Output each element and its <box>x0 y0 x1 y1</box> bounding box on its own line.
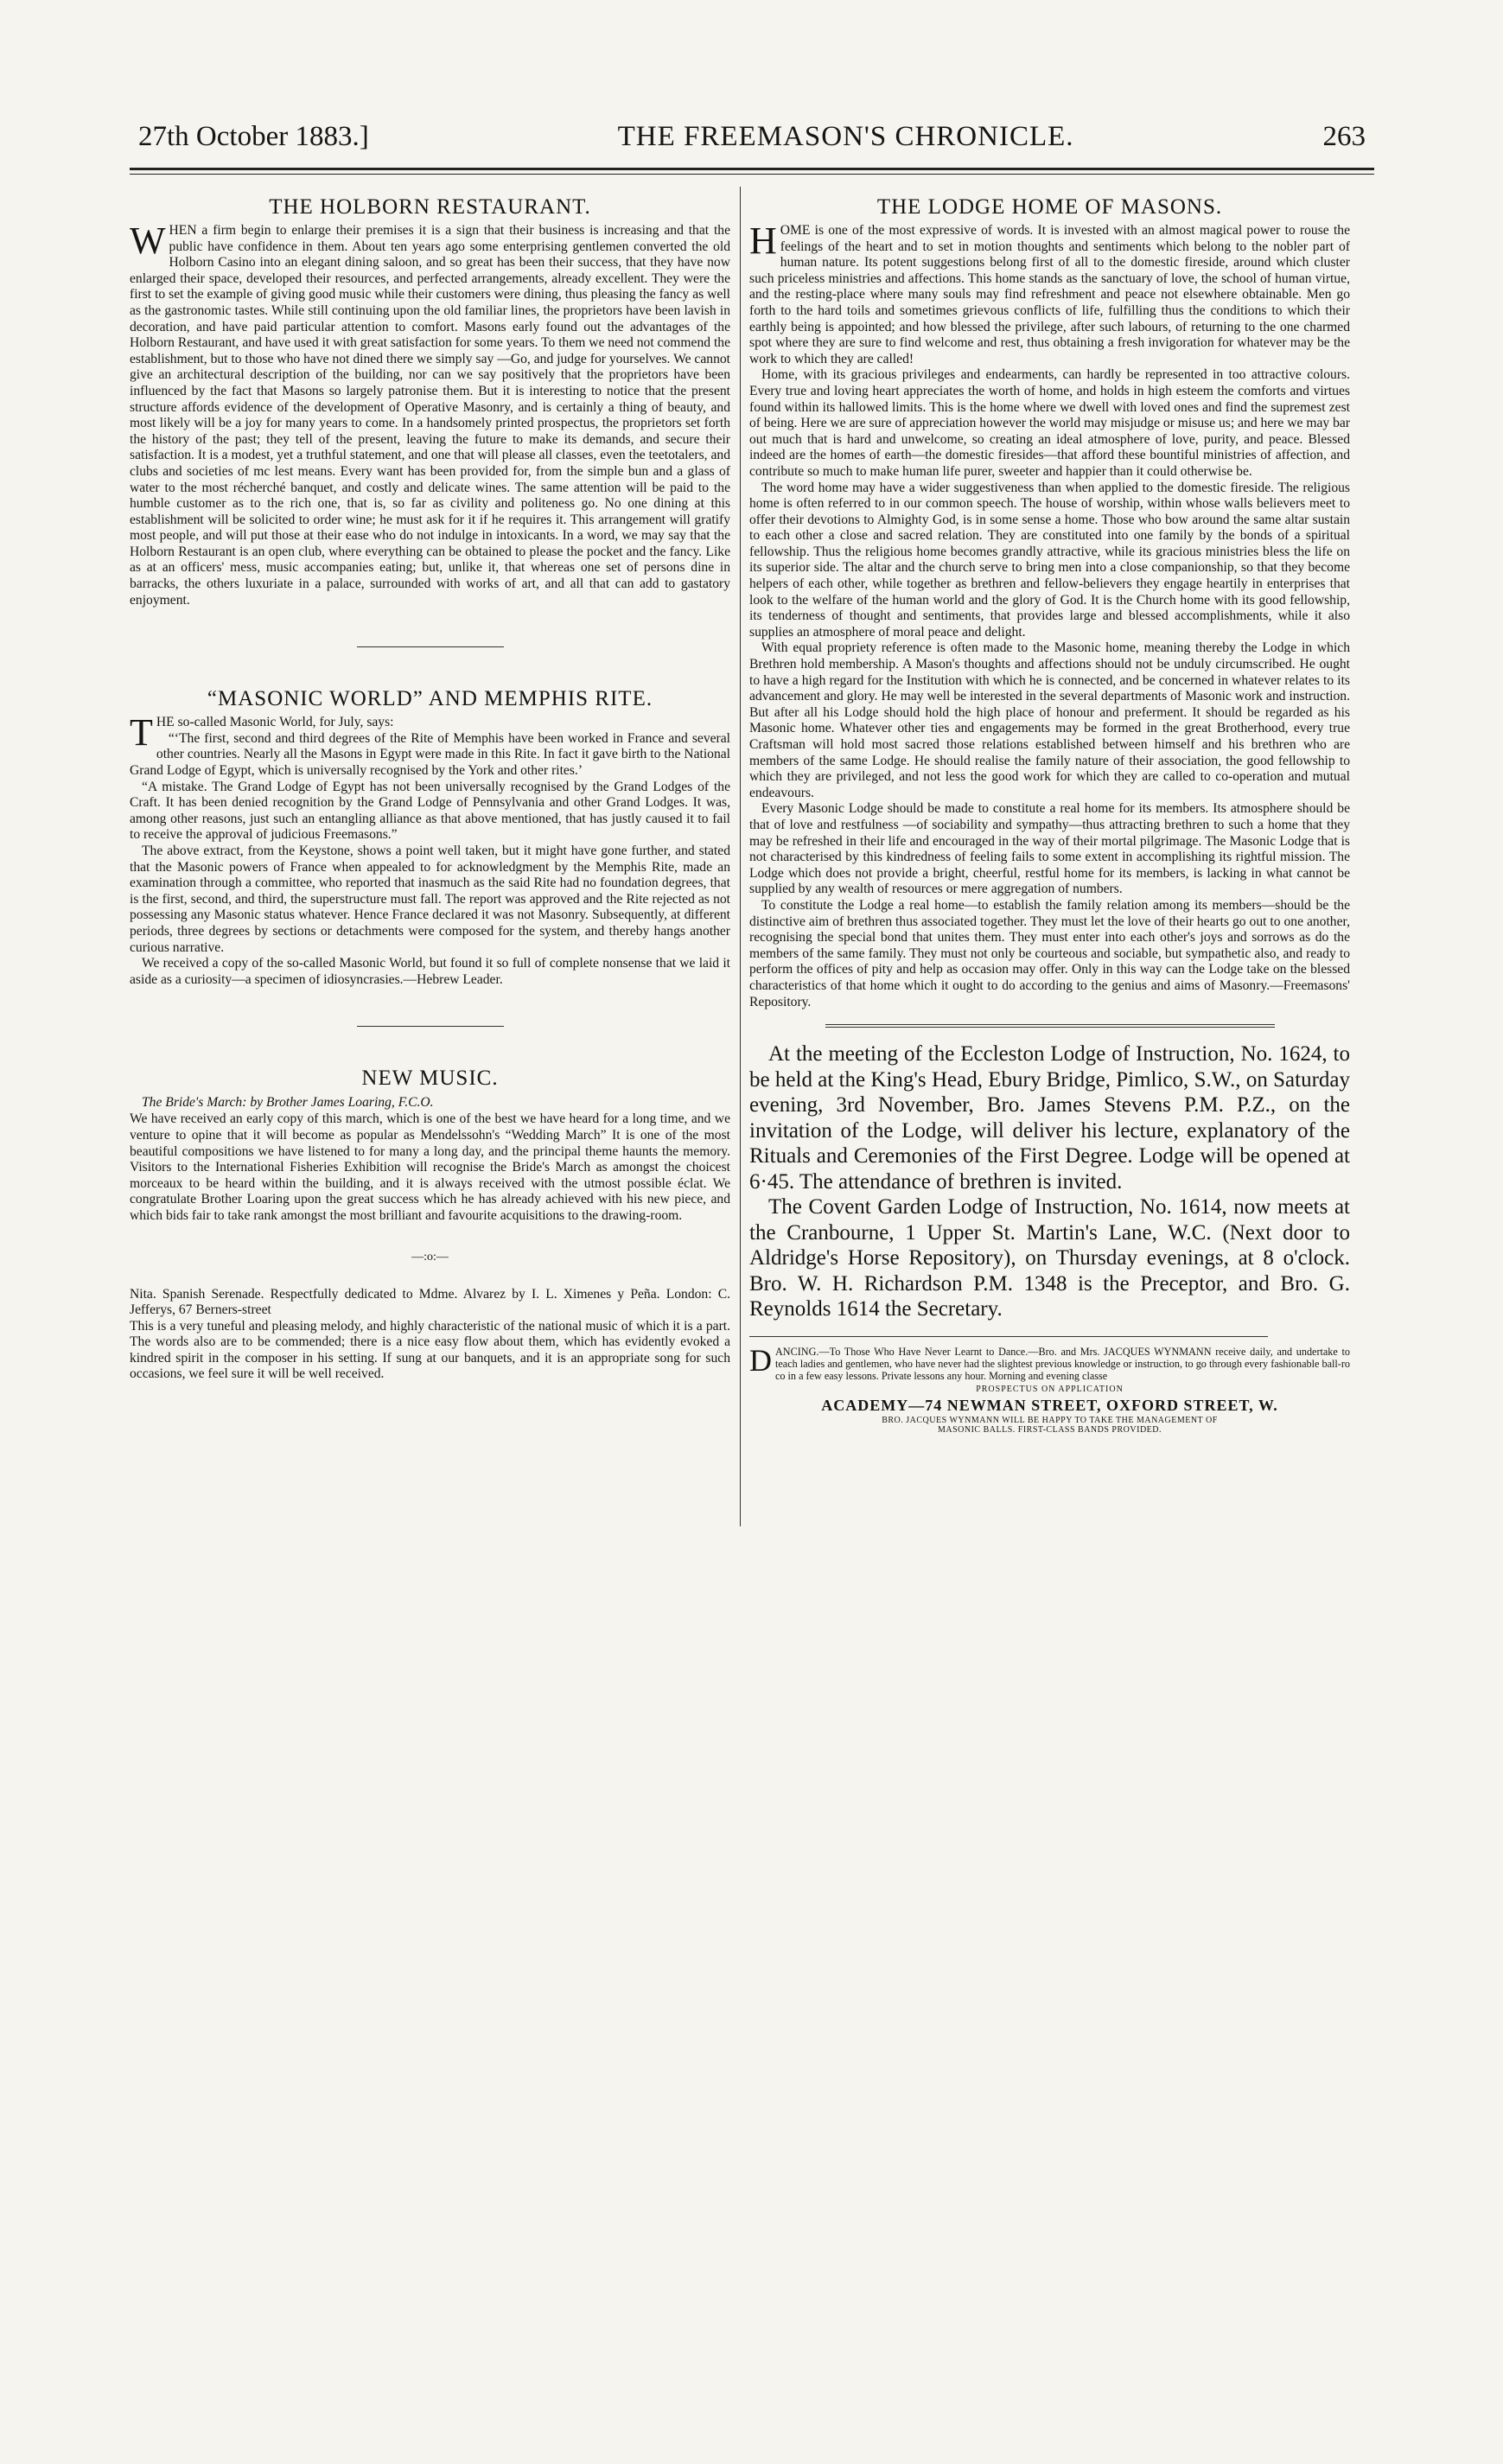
masthead <box>130 121 1374 162</box>
section-divider <box>357 1026 504 1027</box>
article-title: “MASONIC WORLD” AND MEMPHIS RITE. <box>207 687 653 711</box>
article-title: NEW MUSIC. <box>361 1066 499 1091</box>
issue-date: 27th October 1883.] <box>138 121 369 152</box>
article-paragraph: “A mistake. The Grand Lodge of Egypt has not been universally recognised by the Grand Lodges of the Craft. It has been denied recognition by the Grand Lodge of Pennsylvania and other Grand Lodges. It was, among other reasons, just such an entangling alliance as that above mentioned, that has justly caused it to fail to receive the approval of judicious Freemasons.” <box>130 779 730 843</box>
article-paragraph: Nita. Spanish Serenade. Respectfully dedicated to Mdme. Alvarez by I. L. Ximenes y Peña. London: C. Jefferys, 67 Berners-street <box>130 1286 730 1318</box>
article-paragraph: Every Masonic Lodge should be made to constitute a real home for its members. Its atmosphere should be that of love and restfulness —of sociability and sympathy—thus attracting brethren to such a home that they may be refreshed in their life and encouraged in the way of their mortal pilgrimage. The Masonic Lodge that is not characterised by this kindredness of feeling fails to some extent in accomplishing its rightful mission. The Lodge which does not provide a bright, cheerful, restful home for its members, is lacking in what cannot be supplied by any wealth of resources or mere aggregation of numbers. <box>749 801 1350 897</box>
article-title: THE LODGE HOME OF MASONS. <box>876 195 1223 219</box>
ad-divider <box>749 1336 1268 1337</box>
article-subhead: The Bride's March: by Brother James Loaring, F.C.O. <box>142 1095 434 1111</box>
article-paragraph: We have received an early copy of this march, which is one of the best we have heard for a long time, and we venture to opine that it will become as popular as Mendelssohn's “Wedding March” It is one of the most beautiful compositions we have listened to for many a long day, and the principal theme haunts the memory. Visitors to the International Fisheries Exhibition will recognise the Bride's March as amongst the choicest morceaux to be heard within the building, and it is always received with the utmost possible éclat. We congratulate Brother Loaring upon the great success which he has already achieved with his new piece, and which bids fair to take rank amongst the most brilliant and favourite acquisitions to the drawing-room. <box>130 1111 730 1223</box>
article-paragraph: Home, with its gracious privileges and endearments, can hardly be represented in too attractive colours. Every true and loving heart appreciates the worth of home, and holds in high esteem the comforts and virtues found within its hallowed limits. This is the home where we dwell with loved ones and find the supremest zest of being. Here we are sure of appreciation however the world may misjudge or misuse us; and here we may bar out much that is hard and unwelcome, so creating an ideal atmosphere of love, purity, and peace. Blessed indeed are the homes of earth—the domestic firesides—that afford these bountiful ministries of affection, and contribute so much to make human life purer, sweeter and happier than it could otherwise be. <box>749 367 1350 479</box>
newspaper-title: THE FREEMASON'S CHRONICLE. <box>617 121 1074 152</box>
newspaper-page <box>130 121 1374 1435</box>
article-title: THE HOLBORN RESTAURANT. <box>269 195 591 219</box>
lodge-notices <box>749 1041 1350 1322</box>
dancing-advertisement <box>749 1342 1350 1435</box>
masthead-rule <box>130 168 1374 175</box>
notice-paragraph: The Covent Garden Lodge of Instruction, No. 1614, now meets at the Cranbourne, 1 Upper St. Martin's Lane, W.C. (Next door to Aldridge's Horse Repository), on Thursday evenings, at 8 o'clock. Bro. W. H. Richardson P.M. 1348 is the Preceptor, and Bro. G. Reynolds 1614 the Secretary. <box>749 1195 1350 1321</box>
ad-prospectus-line: PROSPECTUS ON APPLICATION <box>976 1384 1124 1394</box>
drop-cap: W <box>130 220 166 262</box>
article-holborn-restaurant <box>130 195 730 608</box>
article-paragraph: THE so-called Masonic World, for July, says: <box>130 711 394 754</box>
article-paragraph: To constitute the Lodge a real home—to establish the family relation among its members—should be the distinctive aim of brethren thus associated together. They must let the love of their hearts go out to one another, recognising the special bond that unites them. They must enter into each other's joys and sorrows as do the members of the same family. They must not only be courteous and sociable, but sympathetic also, and ready to perform the offices of pity and help as occasion may offer. Only in this way can the Lodge take on the blessed characteristics of that home which it ought to do according to the genius and aims of Masonry.—Freemasons' Repository. <box>749 897 1350 1009</box>
article-paragraph: HOME is one of the most expressive of words. It is invested with an almost magical power to rouse the feelings of the heart and to set in motion thoughts and sentiments which belong to the nobler part of human nature. Its potent suggestions belong first of all to the domestic fireside, around which cluster such priceless ministries and affections. This home stands as the sanctuary of love, the school of human virtue, and the resting-place where many souls may find refreshment and peace not elsewhere obtainable. Men go forth to the hard toils and sometimes grievous conflicts of life, fulfilling thus the conditions to which their earthly being is appointed; and how blessed the privilege, after such labours, of returning to the one charmed spot where they are sure to find welcome and rest, thus obtaining a fresh invigoration for whatever may be the work to which they are called! <box>749 220 1350 366</box>
column-divider <box>740 187 741 1526</box>
article-lodge-home <box>749 195 1350 1010</box>
left-column <box>130 187 730 1435</box>
article-paragraph: “‘The first, second and third degrees of the Rite of Memphis have been worked in France and several other countries. Nearly all the Masons in Egypt were made in this Rite. In fact it gave birth to the National Grand Lodge of Egypt, which is universally recognised by the York and other rites.’ <box>130 730 730 779</box>
notice-divider <box>825 1024 1275 1028</box>
article-new-music <box>130 1066 730 1383</box>
article-paragraph: We received a copy of the so-called Masonic World, but found it so full of complete nonsense that we laid it aside as a curiosity—a specimen of idiosyncrasies.—Hebrew Leader. <box>130 956 730 987</box>
article-paragraph: With equal propriety reference is often made to the Masonic home, meaning thereby the Lodge in which Brethren hold membership. A Mason's thoughts and affections should not be unduly circumscribed. He ought to have a high regard for the Institution with which he is connected, and be concerned in whatever relates to its advancement and glory. He may well be interested in the several departments of Masonic work and instruction. But after all his Lodge should hold the high place of honour and preferment. It should be regarded as his Masonic home. Whatever other ties and engagements may be formed in the great Brotherhood, every true Craftsman will hold most sacred those relations established between himself and his brethren who are members of the same Lodge. He should realise the family nature of their association, the good fellowship to which they are privileged, and not less the good work for which they are called to co-operation and mutual endeavours. <box>749 640 1350 800</box>
article-masonic-world <box>130 687 730 988</box>
drop-cap: H <box>749 220 777 262</box>
ad-footer-line: BRO. JACQUES WYNMANN WILL BE HAPPY TO TAKE THE MANAGEMENT OF <box>882 1415 1218 1425</box>
article-paragraph: The above extract, from the Keystone, shows a point well taken, but it might have gone further, and stated that the Masonic powers of France when appealed to for acknowledgment by the Memphis Rite, made an examination through a committee, who reported that inasmuch as the said Rite had no foundation degrees, that is the first, second, and third, the superstructure must fall. The report was approved and the Rite rejected as not possessing any Masonic status whatever. Hence France declared it was not Masonry. Subsequently, at different periods, three degrees by sections or detachments were composed for the system, and thereby hangs another curious narrative. <box>130 844 730 955</box>
article-paragraph: This is a very tuneful and pleasing melody, and highly characteristic of the national music of which it is a part. The words also are to be commended; there is a nice easy flow about them, which has evidently evoked a kindred spirit in the composer in his setting. If sung at our banquets, and it is an appropriate song for such occasions, we feel sure it will be well received. <box>130 1318 730 1382</box>
page-number: 263 <box>1322 121 1366 152</box>
ad-footer-line: MASONIC BALLS. FIRST-CLASS BANDS PROVIDED. <box>937 1424 1162 1435</box>
columns <box>130 187 1374 1435</box>
ad-body: DANCING.—To Those Who Have Never Learnt to Dance.—Bro. and Mrs. JACQUES WYNMANN receive daily, and undertake to teach ladies and gentlemen, who have never had the slightest previous knowledge or instruction, to go through every fashionable ball-ro co in a few easy lessons. Private lessons any hour. Morning and evening classe <box>749 1342 1350 1383</box>
section-divider <box>357 646 504 647</box>
drop-cap: D <box>749 1342 772 1378</box>
notice-paragraph: At the meeting of the Eccleston Lodge of Instruction, No. 1624, to be held at the King's Head, Ebury Bridge, Pimlico, S.W., on Saturday evening, 3rd November, Bro. James Stevens P.M. P.Z., on the invitation of the Lodge, will deliver his lecture, explanatory of the Rituals and Ceremonies of the First Degree. Lodge will be opened at 6·45. The attendance of brethren is invited. <box>749 1042 1350 1194</box>
article-paragraph: WHEN a firm begin to enlarge their premises it is a sign that their business is increasing and that the public have confidence in them. About ten years ago some enterprising gentlemen converted the old Holborn Casino into an elegant dining saloon, and so great has been their success, that they have now enlarged their space, developed their resources, and perfected arrangements, already excellent. They were the first to set the example of giving good music while their customers were dining, thus pleasing the fancy as well as the gastronomic tastes. While still continuing upon the old familiar lines, the proprietors have been lavish in decoration, and have paid particular attention to comfort. Masons early found out the advantages of the Holborn Restaurant, and have used it with great satisfaction for some years. To them we need not commend the establishment, but to those who have not dined there we simply say —Go, and judge for yourselves. We cannot give an architectural description of the building, nor can we say positively that the proprietors have been influenced by the fact that Masons so largely patronise them. But it is interesting to notice that the present structure affords evidence of the development of Operative Masonry, and is certainly a thing of beauty, and most likely will be a joy for many years to come. In a handsomely printed prospectus, the proprietors set forth the history of the past; they tell of the present, leaving the future to make its demands, and secure their satisfaction. It is a modest, yet a truthful statement, and one that will please all classes, even the teetotalers, and clubs and societies of mc lest means. Every want has been provided for, from the simple bun and a glass of water to the most récherché banquet, and costly and delicate wines. The same attention will be paid to the humble customer as to the rich one, that is, so far as civility and politeness go. No one dining at this establishment will be solicited to order wine; he must ask for it if he requires it. This arrangement will gratify most people, and will put those at their ease who do not indulge in intoxicants. In a word, we may say that the Holborn Restaurant is an open club, where everything can be obtained to please the pocket and the fancy. Like as at an officers' mess, music accompanies eating; but, unlike it, that whereas one set of persons dine in barracks, the others luxuriate in a palace, surrounded with works of art, and all that can add to gastatory enjoyment. <box>130 220 730 608</box>
separator: —:o:— <box>411 1250 449 1264</box>
drop-cap: T <box>130 711 153 754</box>
article-paragraph: The word home may have a wider suggestiveness than when applied to the domestic fireside. The religious home is often referred to in our common speech. The house of worship, within whose walls believers meet to offer their devotions to Almighty God, is in some sense a home. Those who bow around the same altar sustain to each other a close and sacred relation. They are constituted into one family by the bonds of a spiritual fellowship. Thus the religious home becomes grandly attractive, while its gracious ministries bless the life on its superior side. The altar and the church serve to bring men into a close companionship, so that they become helpers of each other, while together as brethren and fellow-believers they engage heartily in enterprises that look to the welfare of the human world and the glory of God. It is the Church home with its good fellowship, its tenderness of thought and sentiments, that provides large and blessed accomplishments, while it also supplies an atmosphere of moral peace and delight. <box>749 480 1350 640</box>
ad-academy-address: ACADEMY—74 NEWMAN STREET, OXFORD STREET, W. <box>821 1396 1278 1414</box>
right-column <box>749 187 1350 1435</box>
